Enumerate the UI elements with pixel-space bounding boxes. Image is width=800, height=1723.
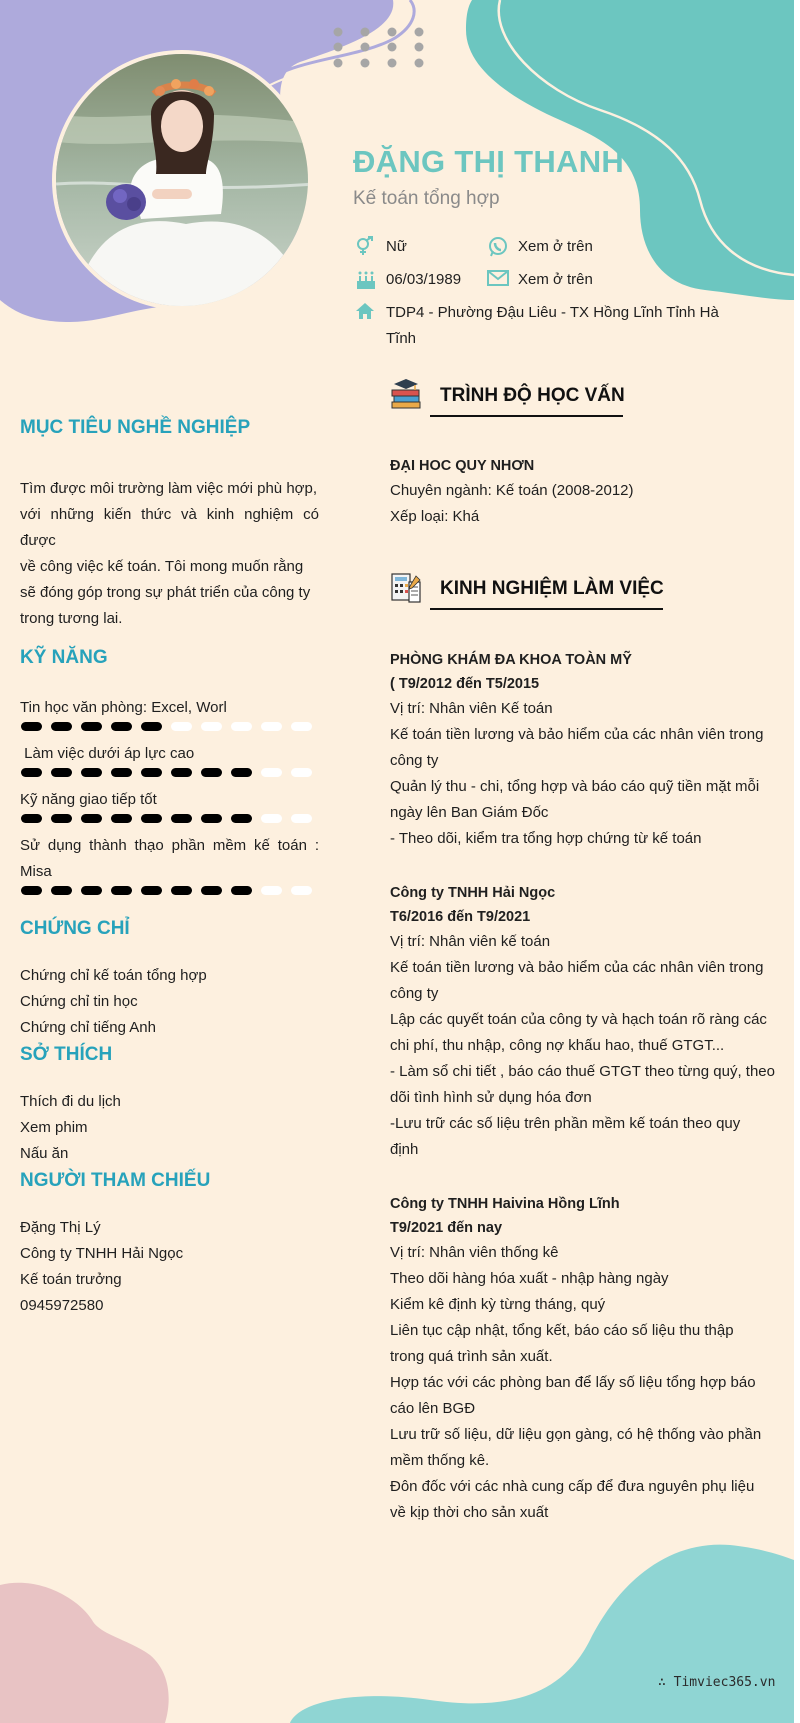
email-value: Xem ở trên bbox=[518, 271, 593, 288]
skill-pill-empty bbox=[291, 814, 312, 823]
phone-value: Xem ở trên bbox=[518, 238, 593, 255]
skill-pill-filled bbox=[111, 886, 132, 895]
job-line: -Lưu trữ các số liệu trên phần mềm kế toán theo quy bbox=[390, 1115, 741, 1132]
job-period: T6/2016 đến T9/2021 bbox=[390, 909, 531, 925]
address-line-2: Tĩnh bbox=[386, 330, 417, 347]
calculator-document-icon bbox=[390, 572, 422, 604]
skill-rating-bar bbox=[20, 884, 320, 896]
skill-pill-filled bbox=[231, 814, 252, 823]
references-heading: NGƯỜI THAM CHIẾU bbox=[20, 1170, 211, 1191]
certificate-item: Chứng chỉ tiếng Anh bbox=[20, 1019, 156, 1036]
job-line: Lập các quyết toán của công ty và hạch toán rõ ràng các bbox=[390, 1011, 767, 1028]
gender-icon bbox=[355, 236, 375, 256]
skill-pill-filled bbox=[51, 886, 72, 895]
skill-pill-filled bbox=[231, 886, 252, 895]
skill-pill-empty bbox=[261, 886, 282, 895]
skill-rating-bar bbox=[20, 766, 320, 778]
skill-item: Sử dụng thành thạo phần mềm kế toán : bbox=[20, 837, 319, 854]
reference-item: Đặng Thị Lý bbox=[20, 1219, 101, 1236]
job-line: Vị trí: Nhân viên Kế toán bbox=[390, 700, 553, 717]
skill-pill-filled bbox=[171, 886, 192, 895]
certificates-heading: CHỨNG CHỈ bbox=[20, 918, 130, 939]
skill-pill-filled bbox=[141, 886, 162, 895]
job-line: định bbox=[390, 1141, 419, 1158]
skill-pill-empty bbox=[201, 722, 222, 731]
skill-pill-filled bbox=[171, 768, 192, 777]
education-rank: Xếp loại: Khá bbox=[390, 508, 480, 525]
objective-line: với những kiến thức và kinh nghiệm có được bbox=[20, 506, 319, 549]
job-line: trong quá trình sản xuất. bbox=[390, 1348, 553, 1365]
job-line: dõi tình hình sử dụng hóa đơn bbox=[390, 1089, 592, 1106]
skill-pill-filled bbox=[111, 768, 132, 777]
skill-pill-filled bbox=[201, 814, 222, 823]
skill-item: Tin học văn phòng: Excel, Worl bbox=[20, 699, 227, 716]
light-teal-blob bbox=[290, 1545, 794, 1723]
job-line: - Làm sổ chi tiết , báo cáo thuế GTGT theo từng quý, theo bbox=[390, 1063, 775, 1080]
objective-text bbox=[20, 476, 319, 632]
job-period: T9/2021 đến nay bbox=[390, 1220, 503, 1236]
job-line: công ty bbox=[390, 985, 439, 1002]
job-company: Công ty TNHH Hải Ngọc bbox=[390, 885, 556, 901]
job-line: Kế toán tiền lương và bảo hiểm của các nhân viên trong bbox=[390, 726, 764, 743]
education-heading: TRÌNH ĐỘ HỌC VẤN bbox=[440, 385, 625, 406]
job-line: - Theo dõi, kiểm tra tổng hợp chứng từ kế toán bbox=[390, 830, 702, 847]
hobbies-heading: SỞ THÍCH bbox=[20, 1044, 113, 1065]
hobby-item: Thích đi du lịch bbox=[20, 1093, 121, 1110]
job-line: Vị trí: Nhân viên thống kê bbox=[390, 1244, 559, 1261]
job-line: Quản lý thu - chi, tổng hợp và báo cáo quỹ tiền mặt mỗi bbox=[390, 778, 760, 795]
candidate-name: ĐẶNG THỊ THANH bbox=[353, 144, 625, 179]
job-line: Lưu trữ số liệu, dữ liệu gọn gàng, có hệ thống vào phần bbox=[390, 1426, 762, 1443]
skill-pill-filled bbox=[21, 814, 42, 823]
job-line: Kiểm kê định kỳ từng tháng, quý bbox=[390, 1296, 606, 1313]
job-line: về kịp thời cho sản xuất bbox=[390, 1504, 549, 1521]
skill-pill-empty bbox=[291, 886, 312, 895]
job-line: chi phí, thu nhập, công nợ khấu hao, thuế GTGT... bbox=[390, 1037, 725, 1054]
skill-pill-filled bbox=[201, 886, 222, 895]
watermark: ∴ Timviec365.vn bbox=[658, 1675, 776, 1690]
job-line: Kế toán tiền lương và bảo hiểm của các nhân viên trong bbox=[390, 959, 764, 976]
profile-photo bbox=[52, 50, 312, 310]
education-underline bbox=[430, 415, 623, 417]
address-line-1: TDP4 - Phường Đậu Liêu - TX Hồng Lĩnh Tỉnh Hà bbox=[386, 304, 719, 321]
skill-pill-filled bbox=[21, 768, 42, 777]
skill-pill-empty bbox=[261, 814, 282, 823]
skill-pill-empty bbox=[231, 722, 252, 731]
skill-item: Làm việc dưới áp lực cao bbox=[20, 745, 195, 762]
skill-rating-bar bbox=[20, 720, 320, 732]
job-company: Công ty TNHH Haivina Hồng Lĩnh bbox=[390, 1196, 620, 1212]
job-line: Theo dõi hàng hóa xuất - nhập hàng ngày bbox=[390, 1270, 669, 1287]
skill-pill-filled bbox=[111, 814, 132, 823]
skill-pill-filled bbox=[21, 722, 42, 731]
objective-line: trong tương lai. bbox=[20, 610, 123, 627]
skill-rating-bar bbox=[20, 812, 320, 824]
job-line: Liên tục cập nhật, tổng kết, báo cáo số liệu thu thập bbox=[390, 1322, 734, 1339]
certificate-item: Chứng chỉ kế toán tổng hợp bbox=[20, 967, 207, 984]
skill-pill-empty bbox=[261, 722, 282, 731]
skill-pill-filled bbox=[81, 768, 102, 777]
skill-item-continued: Misa bbox=[20, 863, 52, 880]
reference-item: Kế toán trưởng bbox=[20, 1271, 122, 1288]
skill-pill-filled bbox=[51, 768, 72, 777]
skill-pill-filled bbox=[111, 722, 132, 731]
experience-underline bbox=[430, 608, 663, 610]
skill-pill-filled bbox=[201, 768, 222, 777]
phone-icon bbox=[487, 236, 509, 258]
job-title: Kế toán tổng hợp bbox=[353, 188, 500, 209]
job-line: cáo lên BGĐ bbox=[390, 1400, 476, 1417]
skill-pill-empty bbox=[291, 768, 312, 777]
education-major: Chuyên ngành: Kế toán (2008-2012) bbox=[390, 482, 634, 499]
reference-item: 0945972580 bbox=[20, 1297, 104, 1314]
job-line: mềm thống kê. bbox=[390, 1452, 490, 1469]
objective-line: Tìm được môi trường làm việc mới phù hợp, bbox=[20, 480, 318, 497]
objective-heading: MỤC TIÊU NGHỀ NGHIỆP bbox=[20, 417, 251, 438]
cake-icon bbox=[355, 269, 377, 291]
skill-pill-filled bbox=[51, 814, 72, 823]
skill-pill-filled bbox=[21, 886, 42, 895]
certificate-item: Chứng chỉ tin học bbox=[20, 993, 138, 1010]
skill-pill-filled bbox=[81, 722, 102, 731]
birthday-value: 06/03/1989 bbox=[386, 271, 462, 288]
job-line: Vị trí: Nhân viên kế toán bbox=[390, 933, 551, 950]
job-line: Đôn đốc với các nhà cung cấp để đưa nguyên phụ liệu bbox=[390, 1478, 755, 1495]
skill-item: Kỹ năng giao tiếp tốt bbox=[20, 791, 157, 808]
pink-blob bbox=[0, 1583, 169, 1723]
skill-pill-empty bbox=[261, 768, 282, 777]
envelope-icon bbox=[487, 269, 509, 287]
job-period: ( T9/2012 đến T5/2015 bbox=[390, 676, 540, 692]
skill-pill-filled bbox=[51, 722, 72, 731]
skill-pill-filled bbox=[231, 768, 252, 777]
reference-item: Công ty TNHH Hải Ngọc bbox=[20, 1245, 184, 1262]
job-line: công ty bbox=[390, 752, 439, 769]
objective-line: về công việc kế toán. Tôi mong muốn rằng bbox=[20, 558, 304, 575]
hobby-item: Xem phim bbox=[20, 1119, 88, 1136]
books-graduation-icon bbox=[390, 378, 422, 410]
job-line: Hợp tác với các phòng ban để lấy số liệu tổng hợp báo bbox=[390, 1374, 756, 1391]
skill-pill-filled bbox=[141, 814, 162, 823]
skill-pill-filled bbox=[81, 814, 102, 823]
skill-pill-empty bbox=[171, 722, 192, 731]
skill-pill-filled bbox=[171, 814, 192, 823]
skill-pill-filled bbox=[81, 886, 102, 895]
job-line: ngày lên Ban Giám Đốc bbox=[390, 804, 549, 821]
hobby-item: Nấu ăn bbox=[20, 1145, 69, 1162]
job-company: PHÒNG KHÁM ĐA KHOA TOÀN MỸ bbox=[390, 652, 632, 668]
gender-value: Nữ bbox=[386, 238, 407, 255]
skill-pill-filled bbox=[141, 722, 162, 731]
skill-pill-empty bbox=[291, 722, 312, 731]
skill-pill-filled bbox=[141, 768, 162, 777]
home-icon bbox=[355, 302, 375, 320]
skills-heading: KỸ NĂNG bbox=[20, 647, 108, 668]
education-school: ĐẠI HOC QUY NHƠN bbox=[390, 458, 535, 474]
experience-heading: KINH NGHIỆM LÀM VIỆC bbox=[440, 578, 664, 599]
objective-line: sẽ đóng góp trong sự phát triển của công ty bbox=[20, 584, 311, 601]
